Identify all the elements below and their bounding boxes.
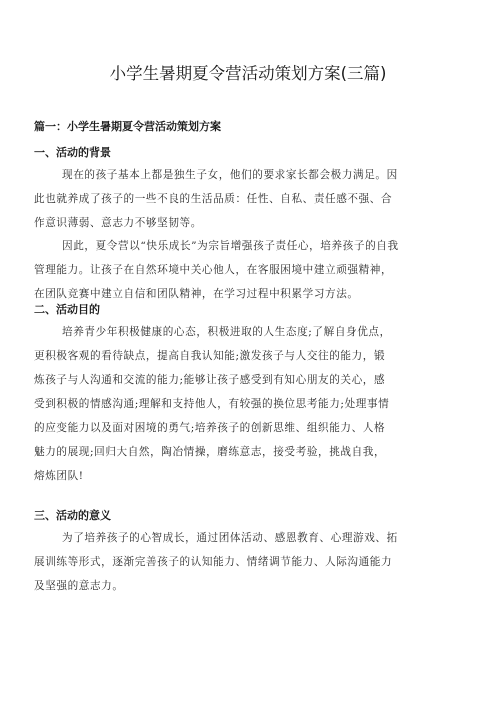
text-line: 现在的孩子基本上都是独生子女，他们的要求家长都会极力满足。因 [62, 169, 398, 181]
section-heading-significance: 三、活动的意义 [34, 509, 111, 522]
paragraph-background [34, 163, 462, 235]
article-title: 篇一：小学生暑期夏令营活动策划方案 [34, 120, 221, 133]
text-line: 培养青少年积极健康的心态，积极进取的人生态度;了解自身优点， [62, 326, 391, 338]
section-heading-goals: 二、活动目的 [34, 303, 100, 316]
text-line: 熔炼团队! [34, 470, 84, 482]
text-line: 此也就养成了孩子的一些不良的生活品质：任性、自私、责任感不强、合 [34, 193, 393, 205]
paragraph-goals [34, 320, 462, 488]
text-line: 为了培养孩子的心智成长，通过团体活动、感恩教育、心理游戏、拓 [62, 532, 398, 544]
text-line: 的应变能力以及面对困境的勇气;培养孩子的创新思维、组织能力、人格 [34, 422, 386, 434]
text-line: 更积极客观的看待缺点，提高自我认知能;激发孩子与人交往的能力，锻 [34, 350, 386, 362]
text-line: 作意识薄弱、意志力不够坚韧等。 [34, 217, 202, 229]
section-heading-background: 一、活动的背景 [34, 146, 111, 159]
paragraph-significance [34, 526, 462, 598]
text-line: 管理能力。让孩子在自然环境中关心他人，在客服困境中建立顽强精神， [34, 264, 393, 276]
text-line: 魅力的展现;回归大自然，陶冶情操，磨练意志，接受考验，挑战自我， [34, 446, 386, 458]
text-line: 因此，夏令营以“快乐成长”为宗旨增强孩子责任心，培养孩子的自我 [62, 240, 399, 252]
text-line: 在团队竞赛中建立自信和团队精神，在学习过程中积累学习方法。 [34, 288, 359, 300]
text-line: 炼孩子与人沟通和交流的能力;能够让孩子感受到有知心朋友的关心，感 [34, 374, 386, 386]
document-title: 小学生暑期夏令营活动策划方案(三篇) [109, 64, 387, 83]
text-line: 及坚强的意志力。 [34, 580, 124, 592]
text-line: 受到积极的情感沟通;理解和支持他人，有较强的换位思考能力;处理事情 [34, 398, 390, 410]
paragraph-purpose-statement [34, 234, 462, 306]
text-line: 展训练等形式，逐渐完善孩子的认知能力、情绪调节能力、人际沟通能力 [34, 556, 393, 568]
